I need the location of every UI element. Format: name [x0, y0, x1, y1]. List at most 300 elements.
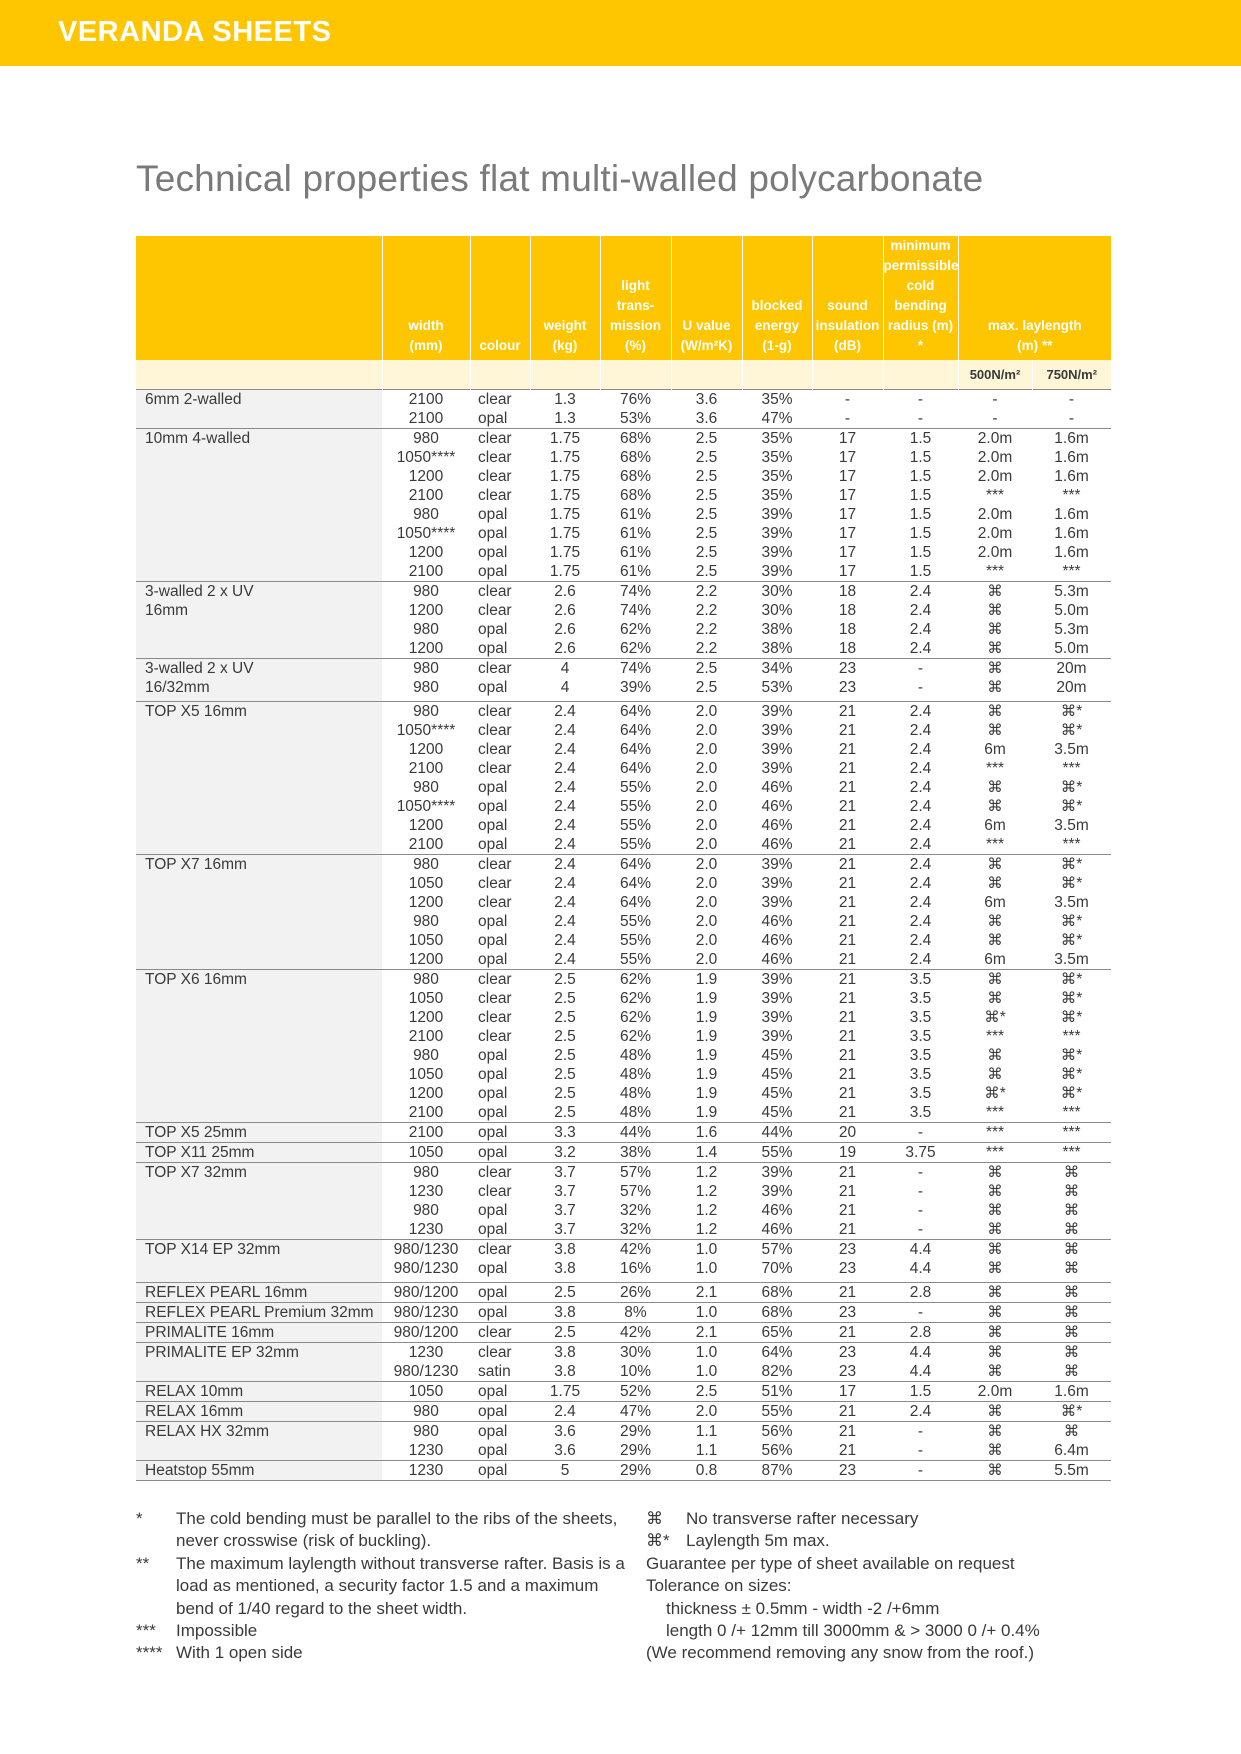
bending-radius-cell: -: [883, 659, 958, 679]
colour-cell: clear: [470, 855, 530, 875]
blocked-energy-cell: 45%: [761, 1066, 793, 1083]
product-name-cell: [136, 1441, 382, 1461]
light-transmission-cell: 53%: [619, 410, 652, 427]
bending-radius-cell: 3.5: [909, 1104, 932, 1121]
bending-radius-cell: 2.4: [883, 1402, 958, 1422]
laylength-750-cell: 5.3m: [1054, 621, 1089, 638]
sound-insulation-cell: 23: [812, 1240, 883, 1260]
table-row: [136, 721, 1111, 740]
bending-radius-cell: -: [883, 1303, 958, 1323]
weight-cell: 1.75: [530, 1382, 600, 1402]
weight-cell: 2.5: [554, 990, 576, 1007]
sound-insulation-cell: 17: [838, 468, 857, 485]
colour-cell: clear: [478, 741, 512, 758]
product-name-cell: [136, 740, 382, 759]
header-cell: [136, 236, 382, 360]
sound-insulation-cell: 17: [838, 563, 857, 580]
laylength-500-cell: ⌘: [958, 855, 1032, 875]
sound-insulation-cell: 21: [838, 1085, 857, 1102]
bending-radius-cell: 2.4: [909, 640, 932, 657]
laylength-500-cell: ⌘: [958, 1461, 1032, 1481]
laylength-750-cell: 6.4m: [1054, 1442, 1089, 1459]
laylength-500-cell: ⌘*: [984, 1085, 1006, 1102]
sound-insulation-cell: 17: [812, 429, 883, 449]
footnote: [136, 1642, 626, 1664]
colour-cell: opal: [470, 1461, 530, 1481]
u-value-cell: 2.0: [695, 875, 718, 892]
weight-cell: 4: [530, 659, 600, 679]
laylength-500-cell: 2.0m: [977, 468, 1013, 485]
laylength-500-cell: 6m: [984, 741, 1006, 758]
laylength-750-cell: ⌘: [1063, 1363, 1080, 1380]
weight-cell: 2.6: [554, 602, 576, 619]
table-row: [136, 816, 1111, 835]
laylength-500-cell: ⌘: [958, 659, 1032, 679]
laylength-500-cell: ⌘*: [984, 1009, 1006, 1026]
bending-radius-cell: 4.4: [883, 1343, 958, 1363]
bending-radius-cell: 1.5: [909, 525, 932, 542]
sound-insulation-cell: 21: [838, 990, 857, 1007]
light-transmission-cell: 55%: [619, 951, 652, 968]
colour-cell: clear: [478, 468, 512, 485]
laylength-750-cell: ⌘: [1032, 1283, 1111, 1303]
blocked-energy-cell: 55%: [742, 1402, 812, 1422]
laylength-750-cell: 3.5m: [1054, 894, 1089, 911]
light-transmission-cell: 57%: [619, 1183, 652, 1200]
laylength-750-cell: 3.5m: [1054, 741, 1089, 758]
sound-insulation-cell: 18: [838, 602, 857, 619]
width-cell: 1230: [408, 1221, 444, 1238]
bending-radius-cell: -: [917, 1442, 924, 1459]
blocked-energy-cell: 87%: [742, 1461, 812, 1481]
product-name-cell: PRIMALITE EP 32mm: [136, 1343, 382, 1363]
u-value-cell: 1.0: [671, 1240, 742, 1260]
subheader-cell: [136, 360, 382, 390]
weight-cell: 2.5: [554, 1028, 576, 1045]
table-row: [136, 409, 1111, 429]
light-transmission-cell: 62%: [619, 1028, 652, 1045]
bending-radius-cell: -: [883, 1422, 958, 1442]
width-cell: 1200: [408, 951, 444, 968]
u-value-cell: 1.1: [695, 1442, 718, 1459]
colour-cell: opal: [470, 1143, 530, 1163]
u-value-cell: 2.2: [695, 602, 718, 619]
sound-insulation-cell: 21: [838, 1047, 857, 1064]
bending-radius-cell: 1.5: [909, 563, 932, 580]
blocked-energy-cell: 46%: [761, 913, 793, 930]
width-cell: 2100: [382, 1123, 470, 1143]
bending-radius-cell: 2.4: [909, 894, 932, 911]
bending-radius-cell: 3.5: [909, 1047, 932, 1064]
product-name-cell: TOP X7 16mm: [136, 855, 382, 875]
sound-insulation-cell: 21: [838, 932, 857, 949]
u-value-cell: 2.5: [671, 1382, 742, 1402]
laylength-750-cell: 5.0m: [1054, 602, 1089, 619]
product-name-cell: TOP X6 16mm: [136, 970, 382, 990]
u-value-cell: 2.5: [695, 525, 718, 542]
light-transmission-cell: 55%: [619, 836, 652, 853]
table-row: [136, 505, 1111, 524]
weight-cell: 3.8: [554, 1260, 576, 1277]
product-name-cell: [136, 543, 382, 562]
footnote: [136, 1553, 626, 1620]
width-cell: 1230: [408, 1183, 444, 1200]
weight-cell: 3.2: [530, 1143, 600, 1163]
product-name-cell: [136, 759, 382, 778]
colour-cell: clear: [470, 1323, 530, 1343]
colour-cell: opal: [478, 1047, 508, 1064]
legend-notes: [646, 1508, 1116, 1665]
header-cell: light trans- mission (%): [600, 236, 671, 360]
table-row: [136, 562, 1111, 582]
weight-cell: 2.4: [554, 779, 576, 796]
tolerance-title: Tolerance on sizes:: [646, 1576, 792, 1596]
sound-insulation-cell: 21: [838, 1221, 857, 1238]
light-transmission-cell: 44%: [600, 1123, 671, 1143]
u-value-cell: 1.0: [671, 1303, 742, 1323]
bending-radius-cell: 4.4: [909, 1363, 932, 1380]
weight-cell: 2.6: [530, 582, 600, 602]
product-name-cell: 10mm 4-walled: [136, 429, 382, 449]
light-transmission-cell: 68%: [619, 449, 652, 466]
weight-cell: 3.3: [530, 1123, 600, 1143]
width-cell: 980: [382, 702, 470, 722]
sound-insulation-cell: 18: [838, 640, 857, 657]
product-name-cell: [136, 1027, 382, 1046]
width-cell: 1200: [408, 817, 444, 834]
bending-radius-cell: -: [883, 1123, 958, 1143]
blocked-energy-cell: 39%: [761, 1028, 793, 1045]
blocked-energy-cell: 39%: [761, 1009, 793, 1026]
weight-cell: 3.7: [554, 1183, 576, 1200]
bending-radius-cell: 2.4: [909, 602, 932, 619]
laylength-500-cell: ***: [985, 760, 1005, 777]
colour-cell: clear: [478, 722, 512, 739]
u-value-cell: 2.2: [671, 582, 742, 602]
blocked-energy-cell: 34%: [742, 659, 812, 679]
weight-cell: 2.4: [554, 875, 576, 892]
width-cell: 2100: [408, 1104, 444, 1121]
laylength-500-cell: ⌘: [987, 875, 1003, 892]
table-row: [136, 970, 1111, 990]
properties-table-container: [136, 236, 1111, 1481]
table-row: [136, 1182, 1111, 1201]
table-row: [136, 639, 1111, 659]
sound-insulation-cell: 21: [838, 1028, 857, 1045]
u-value-cell: 1.4: [671, 1143, 742, 1163]
u-value-cell: 2.0: [671, 702, 742, 722]
bending-radius-cell: 2.4: [909, 621, 932, 638]
table-row: [136, 931, 1111, 950]
light-transmission-cell: 62%: [619, 990, 652, 1007]
blocked-energy-cell: 46%: [761, 779, 793, 796]
light-transmission-cell: 55%: [619, 913, 652, 930]
page-title: Technical properties flat multi-walled polycarbonate: [136, 158, 984, 199]
width-cell: 1050: [382, 1143, 470, 1163]
laylength-750-cell: 20m: [1032, 659, 1111, 679]
colour-cell: opal: [478, 1202, 508, 1219]
sound-insulation-cell: 20: [812, 1123, 883, 1143]
laylength-750-cell: ⌘*: [1060, 722, 1083, 739]
u-value-cell: 0.8: [671, 1461, 742, 1481]
sound-insulation-cell: 23: [838, 679, 857, 696]
table-row: [136, 1008, 1111, 1027]
colour-cell: clear: [470, 582, 530, 602]
light-transmission-cell: 55%: [619, 798, 652, 815]
width-cell: 1230: [408, 1442, 444, 1459]
laylength-750-cell: ***: [1062, 836, 1081, 853]
weight-cell: 1.75: [549, 468, 581, 485]
sound-insulation-cell: 17: [838, 525, 857, 542]
footnote: [136, 1508, 626, 1553]
table-row: [136, 855, 1111, 875]
table-row: [136, 797, 1111, 816]
weight-cell: 2.4: [554, 798, 576, 815]
light-transmission-cell: 61%: [619, 563, 652, 580]
subheader-cell: [883, 360, 958, 390]
width-cell: 980: [382, 1422, 470, 1442]
light-transmission-cell: 29%: [600, 1461, 671, 1481]
laylength-750-cell: ***: [1032, 1123, 1111, 1143]
laylength-750-cell: ⌘*: [1060, 1047, 1083, 1064]
laylength-750-cell: 1.6m: [1054, 468, 1089, 485]
blocked-energy-cell: 30%: [761, 602, 793, 619]
header-cell: colour: [470, 236, 530, 360]
product-name-cell: [136, 639, 382, 659]
sound-insulation-cell: 21: [838, 760, 857, 777]
light-transmission-cell: 48%: [619, 1066, 652, 1083]
width-cell: 1050****: [396, 449, 456, 466]
product-name-cell: [136, 1065, 382, 1084]
laylength-500-cell: 2.0m: [958, 429, 1032, 449]
width-cell: 1050: [408, 875, 444, 892]
blocked-energy-cell: 39%: [742, 702, 812, 722]
width-cell: 980: [413, 679, 439, 696]
blocked-energy-cell: 70%: [761, 1260, 793, 1277]
laylength-500-cell: ⌘: [987, 990, 1003, 1007]
colour-cell: opal: [470, 1123, 530, 1143]
laylength-750-cell: ⌘: [1032, 1163, 1111, 1183]
width-cell: 980: [382, 582, 470, 602]
blocked-energy-cell: 39%: [761, 760, 793, 777]
u-value-cell: 1.9: [671, 970, 742, 990]
light-transmission-cell: 64%: [619, 722, 652, 739]
product-name-cell: 3-walled 2 x UV: [136, 659, 382, 679]
laylength-500-cell: ⌘: [987, 1363, 1003, 1380]
width-cell: 1050: [382, 1382, 470, 1402]
width-cell: 980: [382, 1163, 470, 1183]
bending-radius-cell: 2.4: [909, 798, 932, 815]
colour-cell: opal: [470, 1422, 530, 1442]
weight-cell: 3.6: [530, 1422, 600, 1442]
weight-cell: 3.8: [554, 1363, 576, 1380]
light-transmission-cell: 64%: [600, 855, 671, 875]
laylength-500-cell: ⌘: [987, 1047, 1003, 1064]
sound-insulation-cell: 18: [812, 582, 883, 602]
u-value-cell: 1.0: [695, 1363, 718, 1380]
u-value-cell: 2.5: [695, 487, 718, 504]
sound-insulation-cell: 23: [812, 1461, 883, 1481]
sound-insulation-cell: 21: [838, 817, 857, 834]
weight-cell: 3.7: [554, 1202, 576, 1219]
weight-cell: 3.8: [530, 1343, 600, 1363]
table-row: [136, 1382, 1111, 1402]
product-name-cell: [136, 797, 382, 816]
table-row: [136, 1220, 1111, 1240]
table-row: [136, 1362, 1111, 1382]
table-row: [136, 1323, 1111, 1343]
laylength-750-cell: ⌘*: [1060, 932, 1083, 949]
width-cell: 980: [413, 779, 439, 796]
command-symbol-icon: ⌘: [646, 1509, 663, 1528]
product-name-cell: [136, 1103, 382, 1123]
laylength-750-cell: ⌘: [1063, 1183, 1080, 1200]
header-cell: U value (W/m²K): [671, 236, 742, 360]
blocked-energy-cell: 46%: [761, 932, 793, 949]
bending-radius-cell: -: [883, 1163, 958, 1183]
blocked-energy-cell: 46%: [761, 1202, 793, 1219]
width-cell: 2100: [382, 390, 470, 410]
u-value-cell: 1.9: [695, 1009, 718, 1026]
blocked-energy-cell: 35%: [761, 449, 793, 466]
colour-cell: opal: [470, 1303, 530, 1323]
laylength-750-cell: 1.6m: [1032, 1382, 1111, 1402]
light-transmission-cell: 32%: [619, 1221, 652, 1238]
weight-cell: 1.75: [549, 506, 581, 523]
colour-cell: clear: [478, 875, 512, 892]
weight-cell: 3.6: [554, 1442, 576, 1459]
blocked-energy-cell: 46%: [761, 836, 793, 853]
sound-insulation-cell: 23: [812, 1343, 883, 1363]
footnote-mark: *: [136, 1509, 143, 1528]
bending-radius-cell: 2.4: [909, 836, 932, 853]
u-value-cell: 2.5: [695, 563, 718, 580]
table-header-row: [136, 236, 1111, 360]
weight-cell: 3.8: [530, 1303, 600, 1323]
width-cell: 1230: [382, 1343, 470, 1363]
colour-cell: opal: [478, 1104, 508, 1121]
product-name-cell: 16mm: [136, 601, 382, 620]
blocked-energy-cell: 39%: [761, 990, 793, 1007]
light-transmission-cell: 55%: [619, 779, 652, 796]
bending-radius-cell: -: [883, 1461, 958, 1481]
laylength-750-cell: 20m: [1056, 679, 1087, 696]
subheader-cell: [671, 360, 742, 390]
laylength-750-cell: 3.5m: [1054, 951, 1089, 968]
blocked-energy-cell: 46%: [761, 798, 793, 815]
light-transmission-cell: 42%: [600, 1323, 671, 1343]
laylength-750-cell: ⌘: [1032, 1303, 1111, 1323]
footnote-text: Impossible: [176, 1621, 258, 1641]
table-row: [136, 1046, 1111, 1065]
light-transmission-cell: 74%: [600, 659, 671, 679]
laylength-750-cell: ⌘: [1032, 1240, 1111, 1260]
table-subheader-row: [136, 360, 1111, 390]
load-500-label: 500N/m²: [958, 360, 1032, 390]
table-row: [136, 740, 1111, 759]
light-transmission-cell: 68%: [600, 429, 671, 449]
colour-cell: opal: [470, 1402, 530, 1422]
laylength-750-cell: -: [1032, 390, 1111, 410]
header-cell: minimum permissible cold bending radius (m) *: [883, 236, 958, 360]
sound-insulation-cell: 21: [838, 836, 857, 853]
laylength-750-cell: 1.6m: [1054, 449, 1089, 466]
light-transmission-cell: 74%: [600, 582, 671, 602]
blocked-energy-cell: 68%: [742, 1303, 812, 1323]
laylength-500-cell: ⌘: [987, 1221, 1003, 1238]
subheader-cell: [742, 360, 812, 390]
table-row: [136, 601, 1111, 620]
weight-cell: 5: [530, 1461, 600, 1481]
width-cell: 1050: [408, 932, 444, 949]
light-transmission-cell: 10%: [619, 1363, 652, 1380]
product-name-cell: [136, 931, 382, 950]
bending-radius-cell: 2.4: [909, 760, 932, 777]
weight-cell: 2.4: [554, 760, 576, 777]
product-name-cell: [136, 912, 382, 931]
sound-insulation-cell: 17: [838, 487, 857, 504]
table-row: [136, 912, 1111, 931]
light-transmission-cell: 68%: [619, 468, 652, 485]
width-cell: 980: [382, 855, 470, 875]
weight-cell: 1.75: [530, 429, 600, 449]
laylength-750-cell: ⌘*: [1032, 970, 1111, 990]
header-banner: [0, 0, 1241, 66]
product-name-cell: [136, 1362, 382, 1382]
product-name-cell: RELAX 16mm: [136, 1402, 382, 1422]
u-value-cell: 2.0: [695, 932, 718, 949]
table-row: [136, 778, 1111, 797]
bending-radius-cell: -: [883, 390, 958, 410]
legend-item: [646, 1530, 1116, 1552]
colour-cell: opal: [478, 817, 508, 834]
width-cell: 980/1230: [382, 1303, 470, 1323]
colour-cell: clear: [478, 487, 512, 504]
weight-cell: 2.5: [554, 1066, 576, 1083]
blocked-energy-cell: 35%: [742, 429, 812, 449]
colour-cell: opal: [478, 836, 508, 853]
table-row: [136, 620, 1111, 639]
blocked-energy-cell: 56%: [761, 1442, 793, 1459]
bending-radius-cell: 1.5: [909, 544, 932, 561]
laylength-750-cell: ***: [1062, 1104, 1081, 1121]
u-value-cell: 1.2: [695, 1202, 718, 1219]
bending-radius-cell: 2.4: [883, 582, 958, 602]
width-cell: 980: [413, 1047, 439, 1064]
laylength-500-cell: ⌘: [987, 1442, 1003, 1459]
header-cell: max. laylength (m) **: [958, 236, 1111, 360]
light-transmission-cell: 64%: [619, 741, 652, 758]
tolerance-line: length 0 /+ 12mm till 3000mm & > 3000 0 /+ 0.4%: [666, 1621, 1040, 1641]
sound-insulation-cell: 21: [838, 1183, 857, 1200]
bending-radius-cell: 2.4: [909, 722, 932, 739]
colour-cell: opal: [478, 932, 508, 949]
laylength-500-cell: ⌘: [987, 640, 1003, 657]
colour-cell: opal: [478, 779, 508, 796]
light-transmission-cell: 29%: [619, 1442, 652, 1459]
light-transmission-cell: 42%: [600, 1240, 671, 1260]
sound-insulation-cell: 21: [838, 1104, 857, 1121]
u-value-cell: 2.0: [695, 760, 718, 777]
bending-radius-cell: 2.4: [909, 875, 932, 892]
product-name-cell: REFLEX PEARL 16mm: [136, 1283, 382, 1303]
laylength-500-cell: ⌘: [958, 1402, 1032, 1422]
laylength-500-cell: ⌘: [958, 1240, 1032, 1260]
laylength-750-cell: 1.6m: [1032, 429, 1111, 449]
width-cell: 1200: [408, 602, 444, 619]
laylength-500-cell: ***: [985, 1104, 1005, 1121]
table-row: [136, 702, 1111, 722]
